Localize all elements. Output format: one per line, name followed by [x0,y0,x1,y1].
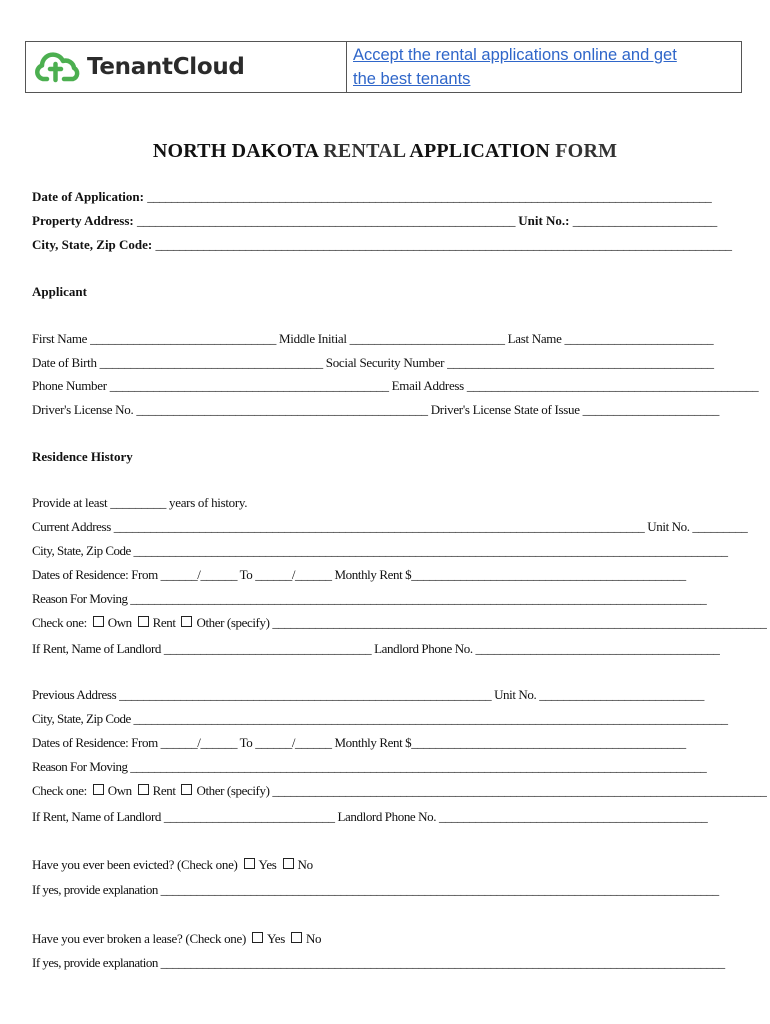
contact-row [32,378,758,394]
blank-line[interactable]: ________________________ [572,213,717,228]
previous-address-field[interactable]: Previous Address _____________________________________________________________ [32,687,492,702]
cloud-logo-icon [34,50,82,84]
current-address-row [32,519,747,535]
landlord-name-field[interactable]: If Rent, Name of Landlord ____________________________ [32,809,335,824]
previous-landlord-row [32,809,707,825]
own-checkbox[interactable] [93,784,104,795]
no-label: No [297,857,313,872]
field-label: Unit No.: [518,213,573,228]
other-specify-field[interactable]: Other (specify) _________________________________________________________________________________ [196,783,767,798]
evicted-yes-checkbox[interactable] [244,858,255,869]
evicted-question: Have you ever been evicted? (Check one) [32,857,238,872]
other-checkbox[interactable] [181,784,192,795]
check-one-label: Check one: [32,615,90,630]
check-one-label: Check one: [32,783,90,798]
landlord-phone-field[interactable]: Landlord Phone No. ____________________________________________ [337,809,708,824]
own-label: Own [107,783,132,798]
yes-label: Yes [258,857,277,872]
date-of-birth-field[interactable]: Date of Birth ____________________________________ [32,355,323,370]
current-check-row [32,615,766,631]
promo-link-line2[interactable]: the best tenants [353,70,471,88]
promo-link-line1[interactable]: Accept the rental applications online and get [353,46,677,64]
current-reason-field[interactable]: Reason For Moving ________________________________________________________________________________________________ [32,591,707,606]
rent-label: Rent [152,783,176,798]
title-part: FORM [555,140,618,162]
evicted-question-row [32,857,313,873]
promo-cell [347,42,741,92]
blank-line[interactable]: _______________________________________________________________ [136,213,515,228]
broken-lease-explanation-field[interactable]: If yes, provide explanation ______________________________________________________________________________________________ [32,955,725,970]
header-box [25,41,742,93]
rent-checkbox[interactable] [138,616,149,627]
own-checkbox[interactable] [93,616,104,627]
previous-unit-field[interactable]: Unit No. ___________________________ [494,687,704,702]
middle-initial-field[interactable]: Middle Initial _________________________ [279,331,505,346]
no-label: No [305,931,322,946]
current-address-field[interactable]: Current Address _______________________________________________________________________________________ [32,519,645,534]
city-state-zip-field [32,237,732,253]
broken-lease-question: Have you ever broken a lease? (Check one) [32,931,247,946]
title-part: RENTAL [323,140,406,162]
property-address-field [32,213,717,229]
previous-address-row [32,687,704,703]
own-label: Own [107,615,132,630]
current-dates-field[interactable]: Dates of Residence: From ______/______ To ______/______ Monthly Rent $_____________________________________________ [32,567,686,582]
previous-dates-field[interactable]: Dates of Residence: From ______/______ To ______/______ Monthly Rent $_____________________________________________ [32,735,686,750]
last-name-field[interactable]: Last Name ________________________ [507,331,714,346]
license-state-field[interactable]: Driver's License State of Issue ______________________ [430,402,720,417]
other-checkbox[interactable] [181,616,192,627]
field-label: City, State, Zip Code: [32,237,156,252]
name-row [32,331,713,347]
current-landlord-row [32,641,720,657]
phone-field[interactable]: Phone Number _____________________________________________ [32,378,389,393]
email-field[interactable]: Email Address _______________________________________________ [391,378,759,393]
other-specify-field[interactable]: Other (specify) _________________________________________________________________________________ [196,615,767,630]
broken-yes-checkbox[interactable] [252,932,263,943]
date-of-application-field [32,189,711,205]
license-number-field[interactable]: Driver's License No. _______________________________________________ [32,402,428,417]
first-name-field[interactable]: First Name ______________________________ [32,331,277,346]
ssn-field[interactable]: Social Security Number ___________________________________________ [325,355,714,370]
license-row [32,402,719,418]
current-city-field[interactable]: City, State, Zip Code ___________________________________________________________________________________________________ [32,543,728,558]
years-of-history-field[interactable]: Provide at least _________ years of history. [32,495,248,510]
landlord-phone-field[interactable]: Landlord Phone No. ________________________________________ [374,641,720,656]
evicted-no-checkbox[interactable] [283,858,294,869]
current-unit-field[interactable]: Unit No. _________ [647,519,748,534]
previous-city-field[interactable]: City, State, Zip Code ___________________________________________________________________________________________________ [32,711,728,726]
evicted-explanation-field[interactable]: If yes, provide explanation _____________________________________________________________________________________________ [32,882,719,897]
field-label: Property Address: [32,213,137,228]
landlord-name-field[interactable]: If Rent, Name of Landlord __________________________________ [32,641,372,656]
title-part: APPLICATION [405,140,556,162]
broken-lease-question-row [32,931,321,947]
residence-heading: Residence History [32,449,133,464]
rent-checkbox[interactable] [138,784,149,795]
field-label: Date of Application: [32,189,148,204]
dob-row [32,355,714,371]
title-part: NORTH DAKOTA [152,140,324,162]
page-title [0,140,770,163]
rent-label: Rent [152,615,176,630]
applicant-heading: Applicant [32,284,87,299]
broken-no-checkbox[interactable] [291,932,302,943]
blank-line[interactable]: ________________________________________________________________________________________________ [155,237,732,252]
previous-check-row [32,783,766,799]
brand-logo [26,42,347,92]
previous-reason-field[interactable]: Reason For Moving ________________________________________________________________________________________________ [32,759,707,774]
yes-label: Yes [266,931,285,946]
blank-line[interactable]: ______________________________________________________________________________________________ [147,189,712,204]
brand-name: TenantCloud [87,54,245,80]
